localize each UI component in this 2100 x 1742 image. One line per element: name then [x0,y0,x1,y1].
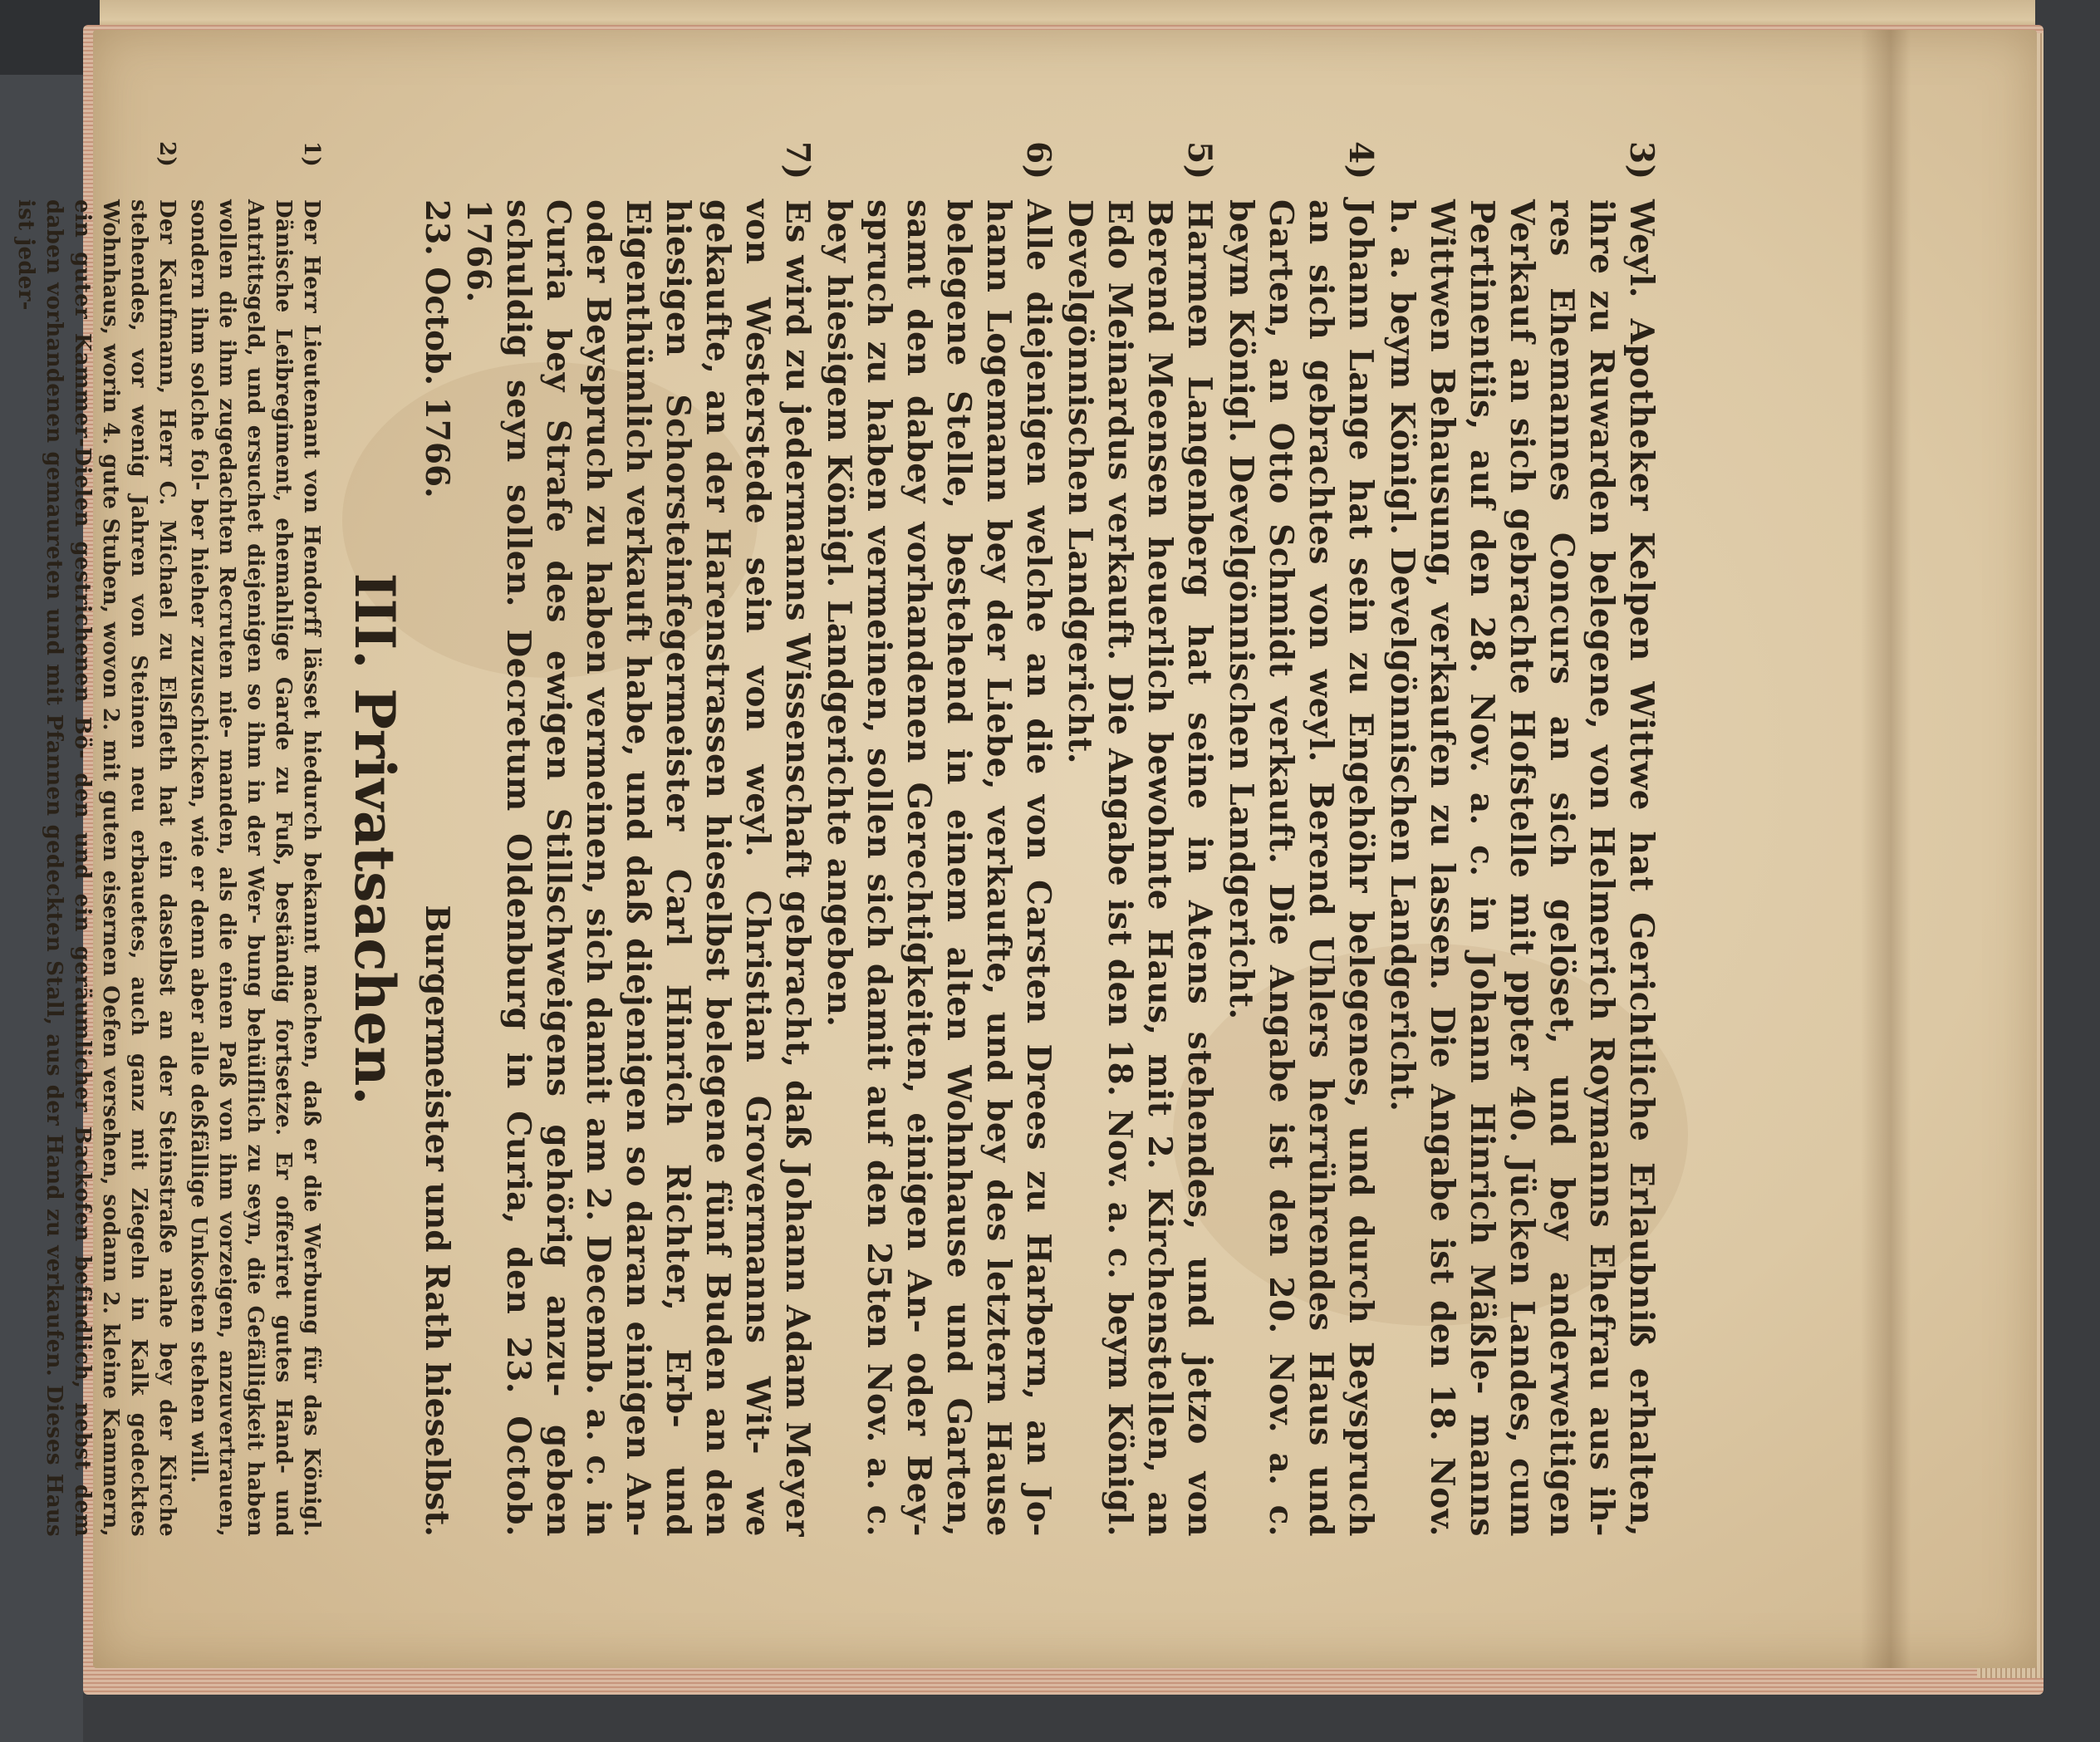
item-text: Der Herr Lieutenant von Hendorff lässet hiedurch bekannt machen, daß er die Werbung für das Königl. Dänische Leibregiment, ehemahlige Garde zu Fuß, beständig fortsetze. Er offeriret gutes Hand- und Antrittsgeld, und ersuchet diejenigen so ihm in der Wer- bung behülflich zu seyn, die Gefälligkeit haben wollen die ihm zugedachten Recruten nie- manden, als die einen Paß von ihm vorzeigen, anzuvertrauen, sondern ihm solche fol- ber hieher zuzuschicken, wie er denn aber alle deßfällige Unkosten stehen will. [186,199,324,1537]
item-text: Es wird zu jedermanns Wissenschaft gebracht, daß Johann Adam Meyer von Westerstede sein von weyl. Christian Grovermanns Wit- we gekaufte, an der Harenstrassen hieselbst belegene fünf Buden an den hiesigen Schorsteinfegermeister Carl Hinrich Richter, Erb- und Eigenthümlich verkauft habe, und daß diejenigen so daran einigen An- oder Beyspruch zu haben vermeinen, sich damit am 2. Decemb. a. c. in Curia bey Strafe des ewigen Stillschweigens gehörig anzu- geben schuldig seyn sollen. Decretum Oldenburg in Curia, den 23. Octob. 1766. [459,199,817,1537]
page-gutter [1861,30,1911,1668]
section-heading: III. Privatsachen. [342,572,407,1106]
signature-line [417,141,457,1537]
item-number: 4) [1342,141,1380,180]
notice-item [819,141,1058,1537]
item-text: Johann Lange hat sein zu Engehöhr belegenes, und durch Beyspruch an sich gebrachtes von weyl. Berend Uhlers herrührendes Haus und Garten, an Otto Schmidt verkauft. Die Angabe ist den 20. Nov. a. c. beym Königl. Develgönnischen Landgericht. [1222,199,1380,1537]
rotated-text-block [13,141,1661,1537]
item-number: 6) [1019,141,1057,180]
text-column [8,141,1661,1537]
notice-item [1060,141,1219,1537]
item-number: 3) [1622,141,1661,180]
item-text: Harmen Langenberg hat seine in Atens stehendes, und jetzo von Berend Meensen heuerlich bewohnte Haus, mit 2. Kirchenstellen, an Edo Meinardus verkauft. Die Angabe ist den 18. Nov. a. c. beym Königl. Develgönnischen Landgericht. [1061,199,1219,1537]
item-number: 1) [299,141,324,167]
item-text: Alle diejenigen welche an die von Carsten Drees zu Harbern, an Jo- hann Logemann bey der Liebe, verkaufte, und bey des letztern Hause belegene Stelle, bestehend in einem alten Wohnhause und Garten, samt den dabey vorhandenen Gerechtigkeiten, einigen An- oder Bey- spruch zu haben vermeinen, sollen sich damit auf den 25ten Nov. a. c. bey hiesigem Königl. Landgerichte angeben. [820,199,1057,1537]
notice-item [1382,141,1661,1537]
item-number: 7) [778,141,817,180]
private-notice-item [184,141,326,1537]
signature-date: 23. Octob. 1766. [418,199,456,498]
item-number: 2) [155,141,179,167]
item-number: 5) [1180,141,1219,180]
signature-signer: Burgermeister und Rath hieselbst. [418,905,456,1537]
private-notice-item [12,141,181,1537]
notice-item [459,141,817,1537]
notice-item [1221,141,1381,1537]
item-text: Der Kaufmann, Herr C. Michael zu Elsfleth hat ein daselbst an der Steinstraße nahe bey der Kirche stehendes, vor wenig Jahren von Steinen neu erbauetes, auch ganz mit Ziegeln in Kalk gedecktes Wohnhaus, worin 4. gute Stuben, wovon 2. mit guten eisernen Oefen versehen, sodann 2. kleine Kammern, ein guter Kammer-Dielen gestrichenen Bö- den und ein geräumlicher Backofen befindlich, nebst dem daben vorhandenen gemaureten und mit Pfannen gedeckten Stall, aus der Hand zu verkaufen. Dieses Haus ist jeder- [13,199,179,1537]
item-text: Weyl. Apotheker Kelpen Wittwe hat Gerichtliche Erlaubniß erhalten, ihre zu Ruwarden belegene, von Helmerich Roymanns Ehefrau aus ih- res Ehemannes Concurs an sich gelöset, und bey anderweitigen Verkauf an sich gebrachte Hofstelle mit ppter 40. Jücken Landes, cum Pertinentiis, auf den 28. Nov. a. c. in Johann Hinrich Mäßle- manns Wittwen Behausung, verkaufen zu lassen. Die Angabe ist den 18. Nov. h. a. beym Königl. Develgönnischen Landgericht. [1383,199,1661,1537]
